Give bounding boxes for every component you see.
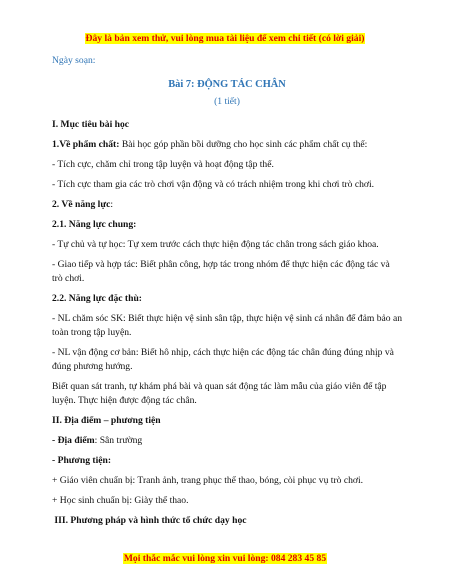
preview-banner-text: Đây là bản xem thử, vui lòng mua tài liệu để xem chi tiết (có lời giải) — [85, 33, 365, 44]
subsection-heading: - Phương tiện: — [52, 455, 112, 466]
paragraph: - Tích cực, chăm chỉ trong tập luyện và hoạt động tập thể. — [52, 159, 274, 170]
paragraph: - Tự chủ và tự học: Tự xem trước cách thực hiện động tác chân trong sách giáo khoa. — [52, 239, 379, 250]
paragraph: - Tích cực tham gia các trò chơi vận động và có trách nhiệm trong khi chơi trò chơi. — [52, 179, 375, 190]
paragraph — [52, 434, 402, 448]
section-heading-suffix: : — [110, 199, 114, 210]
paragraph: Biết quan sát tranh, tự khám phá bài và quan sát động tác làm mẫu của giáo viên để tập luyện. Thực hiện được động tác chân. — [52, 381, 387, 406]
contact-footer — [0, 548, 450, 566]
subsection-heading: 2.1. Năng lực chung: — [52, 219, 137, 230]
section-heading: III. Phương pháp và hình thức tổ chức dạy học — [52, 515, 247, 526]
preview-banner — [0, 28, 450, 46]
paragraph — [52, 138, 402, 152]
paragraph: - NL vận động cơ bản: Biết hô nhịp, cách thực hiện các động tác chân đúng đúng nhịp và đúng phương hướng. — [52, 347, 394, 372]
contact-footer-text: Mọi thắc mắc vui lòng xin vui lòng: 084 283 45 85 — [123, 553, 327, 564]
paragraph-bold-lead: 1.Về phẩm chất: — [52, 139, 120, 150]
paragraph-text: Bài học góp phần bồi dưỡng cho học sinh các phẩm chất cụ thể: — [119, 139, 368, 150]
paragraph: - Giao tiếp và hợp tác: Biết phân công, hợp tác trong nhóm để thực hiện các động tác và trò chơi. — [52, 259, 390, 284]
lesson-title: Bài 7: ĐỘNG TÁC CHÂN — [168, 79, 286, 90]
lesson-subtitle: (1 tiết) — [214, 96, 240, 107]
paragraph-text: : Sân trường — [94, 435, 143, 446]
section-heading — [52, 198, 402, 212]
section-heading: I. Mục tiêu bài học — [52, 119, 130, 130]
subsection-heading: 2.2. Năng lực đặc thù: — [52, 293, 142, 304]
date-label: Ngày soạn: — [52, 55, 96, 66]
paragraph: - NL chăm sóc SK: Biết thực hiện vệ sinh sân tập, thực hiện vệ sinh cá nhân để đảm bảo an toàn trong tập luyện. — [52, 313, 402, 338]
section-heading: II. Địa điểm – phương tiện — [52, 415, 161, 426]
paragraph-bold-lead: - Địa điểm — [52, 435, 95, 446]
document-body — [52, 54, 402, 534]
paragraph: + Giáo viên chuẩn bị: Tranh ảnh, trang phục thể thao, bóng, còi phục vụ trò chơi. — [52, 475, 364, 486]
paragraph: + Học sinh chuẩn bị: Giày thể thao. — [52, 495, 189, 506]
section-heading-text: 2. Về năng lực — [52, 199, 111, 210]
